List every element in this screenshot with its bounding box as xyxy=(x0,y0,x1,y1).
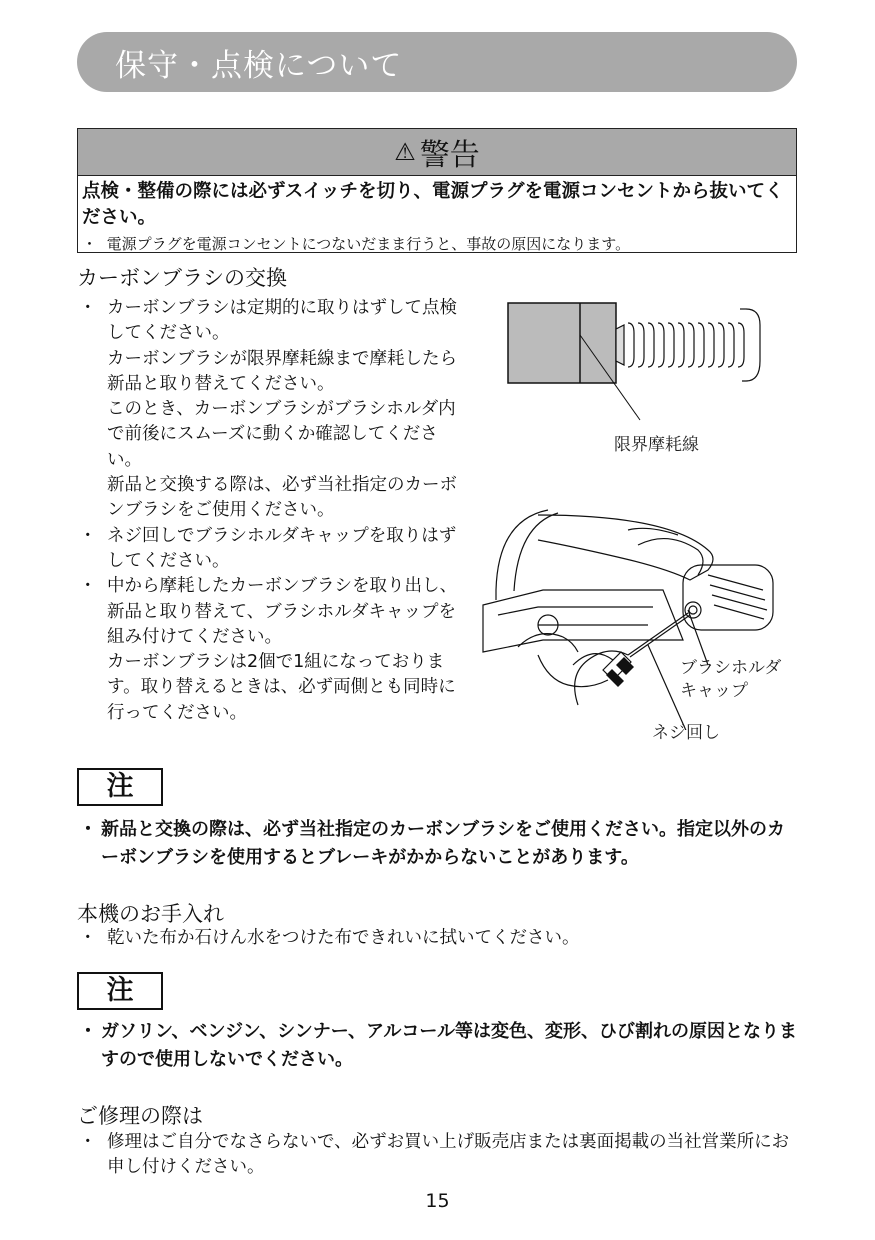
list-item-text: このとき、カーボンブラシがブラシホルダ内で前後にスムーズに動くか確認してください。 xyxy=(107,399,456,470)
warning-heading: 警告 xyxy=(419,138,480,173)
care-text-block xyxy=(77,926,799,951)
note1-text-block xyxy=(77,816,799,872)
bullet: ・ xyxy=(79,576,97,597)
warning-sub-content: 電源プラグを電源コンセントにつないだまま行うと、事故の原因になります。 xyxy=(106,235,631,253)
list-item-text: 新品と交換する際は、必ず当社指定のカーボンブラシをご使用ください。 xyxy=(107,475,457,521)
repair-heading: ご修理の際は xyxy=(77,1104,203,1128)
screwdriver-label: ネジ回し xyxy=(652,723,720,743)
care-text: 乾いた布か石けん水をつけた布できれいに拭いてください。 xyxy=(107,928,580,948)
list-item xyxy=(77,296,467,524)
carbon-heading: カーボンブラシの交換 xyxy=(77,266,287,290)
care-heading: 本機のお手入れ xyxy=(77,902,224,926)
warning-header xyxy=(78,129,796,176)
carbon-brush-figure xyxy=(500,295,780,435)
note2-text-block xyxy=(77,1018,799,1074)
brush-holder-cap-label-1: ブラシホルダ xyxy=(680,658,782,678)
carbon-bullet-list xyxy=(77,296,467,726)
wear-line-label: 限界摩耗線 xyxy=(614,435,699,455)
note-label-box: 注 xyxy=(77,972,163,1010)
list-item xyxy=(77,524,467,575)
section-title-bar xyxy=(77,32,797,92)
list-item-text: カーボンブラシは定期的に取りはずして点検してください。 xyxy=(107,298,457,344)
bullet: ・ xyxy=(79,1132,97,1152)
bullet: ・ xyxy=(79,525,97,546)
warning-box xyxy=(77,128,797,253)
bullet: ・ xyxy=(79,298,97,318)
page-number: 15 xyxy=(425,1190,450,1212)
bullet: ・ xyxy=(82,235,98,253)
list-item-text: カーボンブラシが限界摩耗線まで摩耗したら新品と取り替えてください。 xyxy=(107,348,457,394)
brush-holder-cap-label-2: キャップ xyxy=(680,681,748,701)
list-item-text: 中から摩耗したカーボンブラシを取り出し、新品と取り替えて、ブラシホルダキャップを組み付けてください。 xyxy=(107,576,457,647)
list-item xyxy=(77,574,467,726)
note1-text: 新品と交換の際は、必ず当社指定のカーボンブラシをご使用ください。指定以外のカーボンブラシを使用するとブレーキがかからないことがあります。 xyxy=(101,819,785,868)
list-item-text: ネジ回しでブラシホルダキャップを取りはずしてください。 xyxy=(107,525,457,571)
list-item-text: カーボンブラシは2個で1組になっております。取り替えるときは、必ず両側とも同時に行ってください。 xyxy=(107,652,456,723)
warning-triangle-icon: ⚠ xyxy=(394,138,416,166)
page-title: 保守・点検について xyxy=(115,48,403,84)
bullet: ・ xyxy=(79,1021,97,1042)
repair-text: 修理はご自分でなさらないで、必ずお買い上げ販売店または裏面掲載の当社営業所にお申し付けください。 xyxy=(107,1132,790,1177)
warning-main-text: 点検・整備の際には必ずスイッチを切り、電源プラグを電源コンセントから抜いてください。 xyxy=(82,181,784,228)
bullet: ・ xyxy=(79,819,97,840)
note-label-box: 注 xyxy=(77,768,163,806)
repair-text-block xyxy=(77,1130,799,1180)
warning-sub-text xyxy=(78,231,796,255)
note2-text: ガソリン、ベンジン、シンナー、アルコール等は変色、変形、ひび割れの原因となりますので使用しないでください。 xyxy=(101,1021,797,1070)
bullet: ・ xyxy=(79,928,97,948)
